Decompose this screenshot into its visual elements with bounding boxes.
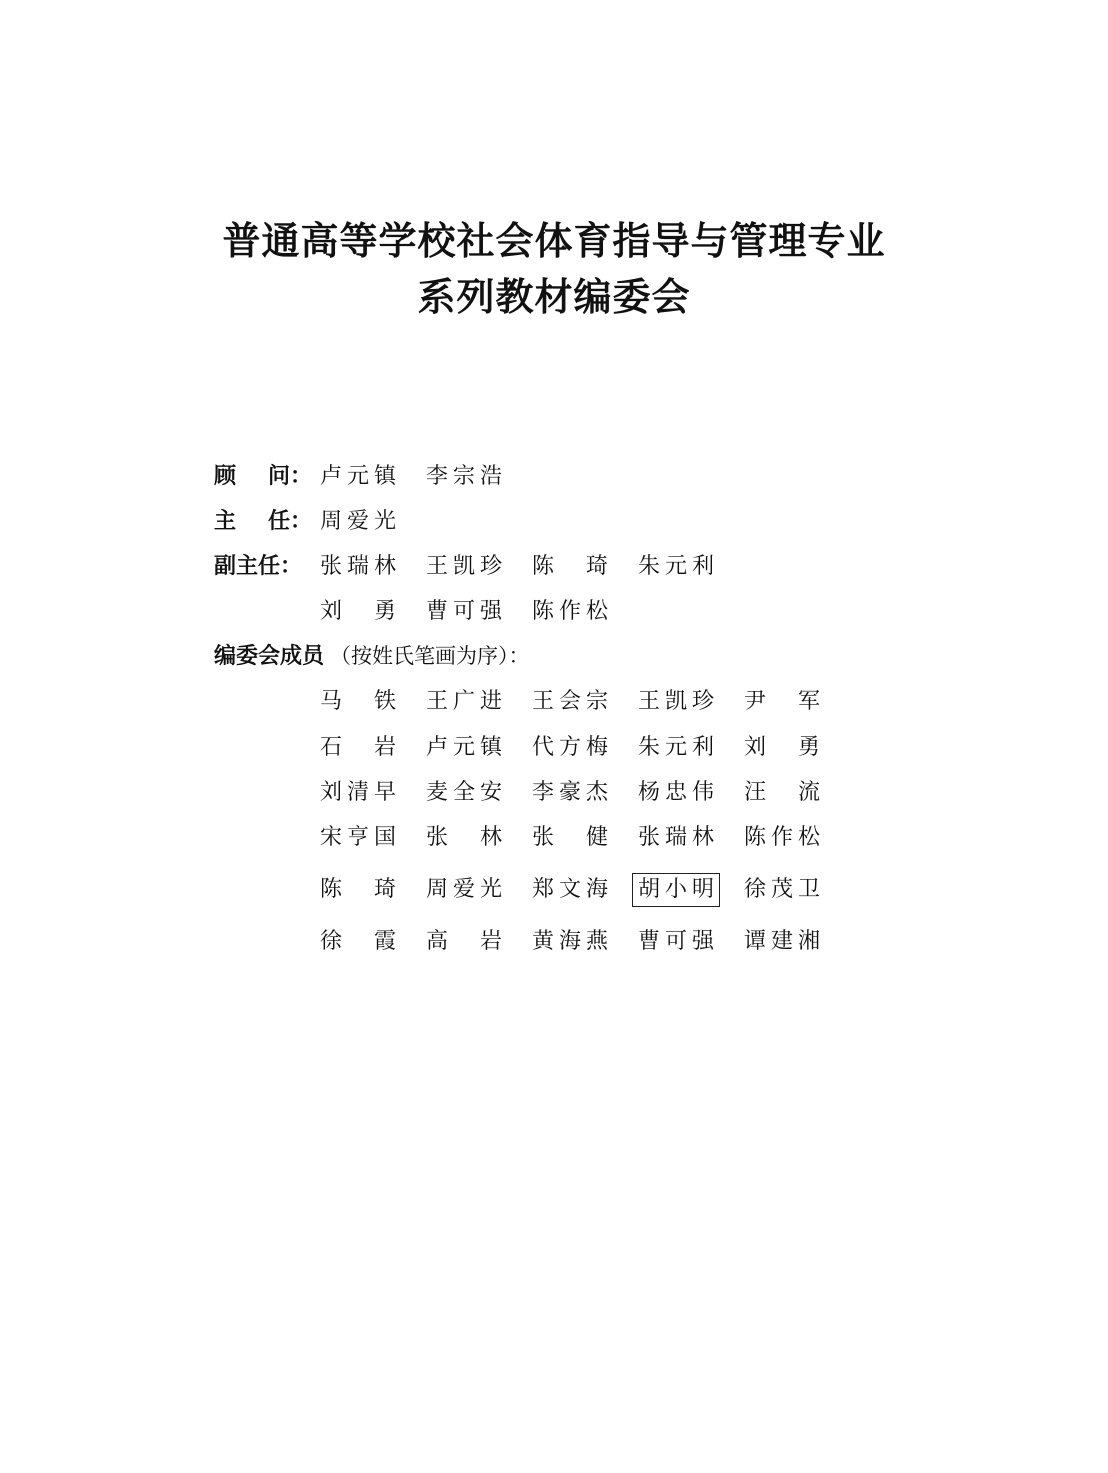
member-name-boxed: 胡 小 明 bbox=[638, 877, 714, 902]
person-name: 王 凯 珍 bbox=[638, 689, 714, 714]
person-name: 徐 霞 bbox=[320, 929, 396, 954]
person-name: 郑 文 海 bbox=[532, 877, 608, 902]
vice-director-label: 副主任： bbox=[214, 554, 303, 579]
person-name: 曹 可 强 bbox=[426, 599, 502, 624]
person-name: 杨 忠 伟 bbox=[638, 780, 714, 805]
person-name: 陈 作 松 bbox=[744, 825, 820, 850]
director-label: 主 任： bbox=[214, 509, 313, 534]
person-name: 李 豪 杰 bbox=[532, 780, 608, 805]
person-name: 陈 琦 bbox=[320, 877, 396, 902]
person-name: 尹 军 bbox=[744, 689, 820, 714]
person-name: 徐 茂 卫 bbox=[744, 877, 820, 902]
advisor-label: 顾 问： bbox=[214, 464, 313, 489]
person-name: 马 铁 bbox=[320, 689, 396, 714]
page-title-line-2: 系列教材编委会 bbox=[417, 274, 691, 319]
person-name: 陈 作 松 bbox=[532, 599, 608, 624]
person-name: 刘 勇 bbox=[744, 735, 820, 760]
person-name: 宋 亨 国 bbox=[320, 825, 396, 850]
members-label: 编委会成员 （按姓氏笔画为序）： bbox=[214, 644, 530, 669]
person-name: 黄 海 燕 bbox=[532, 929, 608, 954]
person-name: 石 岩 bbox=[320, 735, 396, 760]
members-note: （按姓氏笔画为序）： bbox=[330, 644, 530, 668]
person-name: 李 宗 浩 bbox=[426, 464, 502, 489]
person-name: 麦 全 安 bbox=[426, 780, 502, 805]
person-name: 张 瑞 林 bbox=[638, 825, 714, 850]
person-name: 汪 流 bbox=[744, 780, 820, 805]
person-name: 陈 琦 bbox=[532, 554, 608, 579]
person-name: 代 方 梅 bbox=[532, 735, 608, 760]
person-name: 卢 元 镇 bbox=[426, 735, 502, 760]
person-name: 张 林 bbox=[426, 825, 502, 850]
person-name: 王 凯 珍 bbox=[426, 554, 502, 579]
person-name: 高 岩 bbox=[426, 929, 502, 954]
person-name: 张 瑞 林 bbox=[320, 554, 396, 579]
person-name: 曹 可 强 bbox=[638, 929, 714, 954]
person-name: 刘 勇 bbox=[320, 599, 396, 624]
person-name: 朱 元 利 bbox=[638, 735, 714, 760]
person-name: 刘 清 早 bbox=[320, 780, 396, 805]
person-name: 谭 建 湘 bbox=[744, 929, 820, 954]
person-name: 王 广 进 bbox=[426, 689, 502, 714]
person-name: 卢 元 镇 bbox=[320, 464, 396, 489]
person-name: 朱 元 利 bbox=[638, 554, 714, 579]
person-name: 张 健 bbox=[532, 825, 608, 850]
person-name: 周 爱 光 bbox=[426, 877, 502, 902]
person-name: 周 爱 光 bbox=[320, 509, 396, 534]
page-title-line-1: 普通高等学校社会体育指导与管理专业 bbox=[222, 218, 886, 263]
person-name: 王 会 宗 bbox=[532, 689, 608, 714]
